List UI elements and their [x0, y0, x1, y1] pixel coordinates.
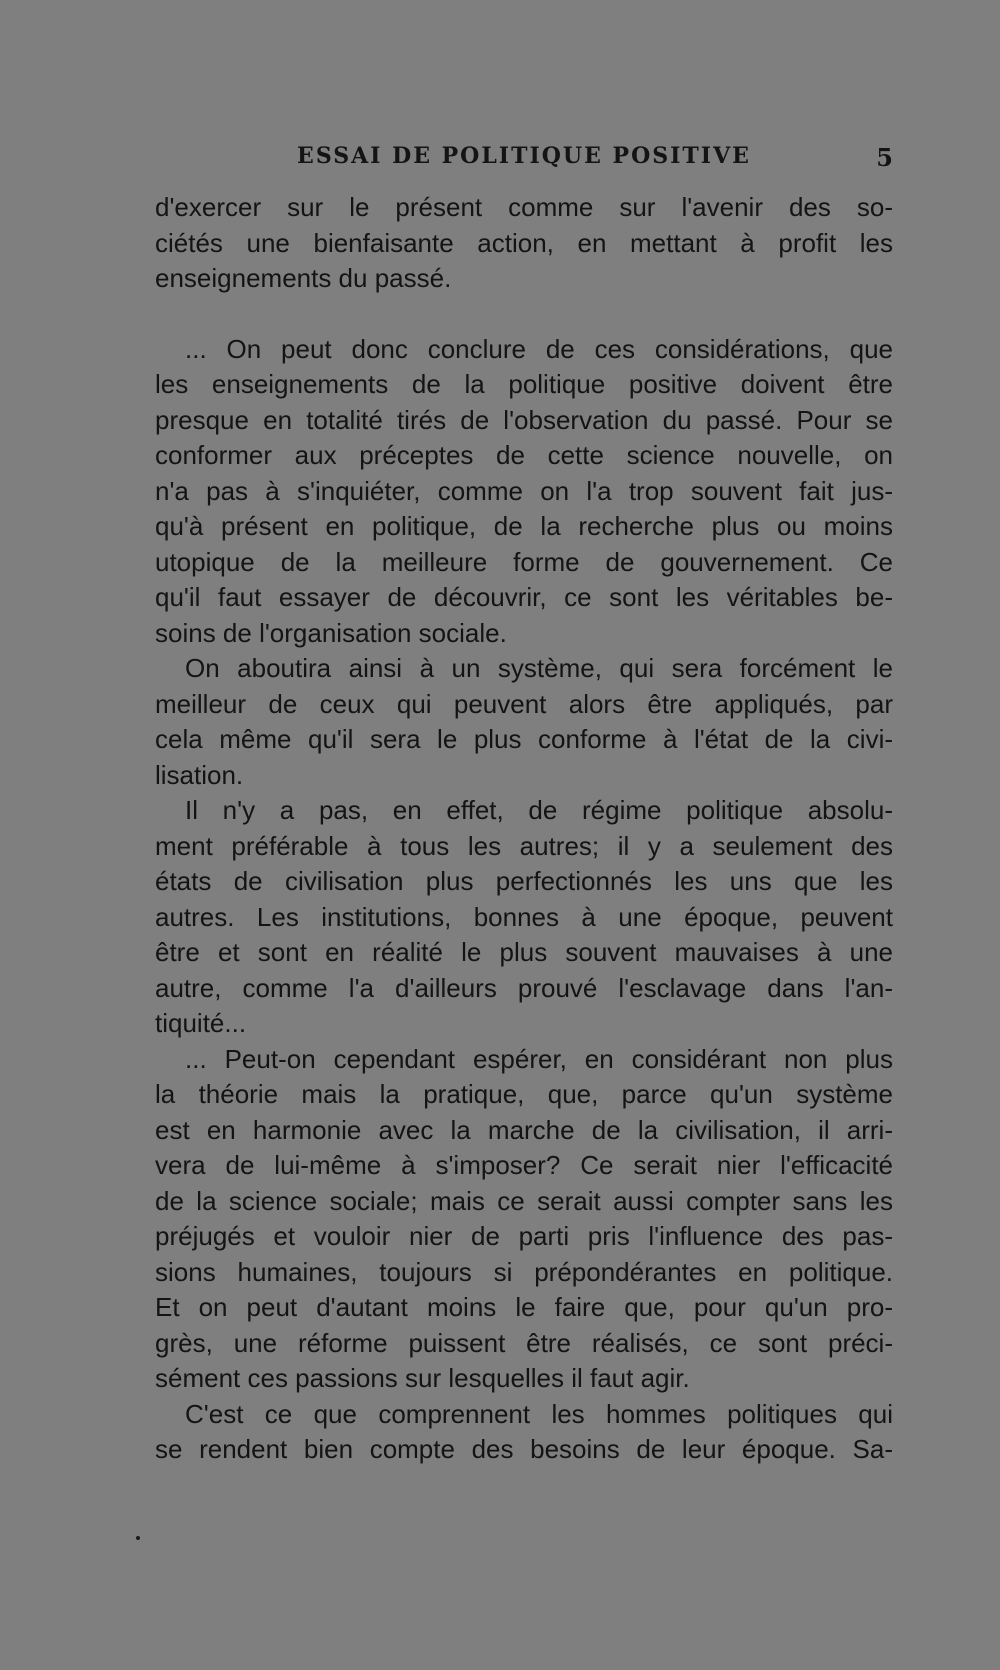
paragraph [155, 1042, 893, 1397]
text-line: les enseignements de la politique positive doivent être [155, 369, 893, 399]
ink-speck [136, 1536, 140, 1540]
text-line: qu'à présent en politique, de la recherche plus ou moins [155, 511, 893, 541]
text-line: qu'il faut essayer de découvrir, ce sont les véritables be- [155, 582, 893, 612]
text-line: Et on peut d'autant moins le faire que, pour qu'un pro- [155, 1292, 893, 1322]
paragraph [155, 332, 893, 652]
text-line: grès, une réforme puissent être réalisés, ce sont préci- [155, 1327, 893, 1358]
text-line: autre, comme l'a d'ailleurs prouvé l'esclavage dans l'an- [155, 972, 893, 1003]
text-line: ... On peut donc conclure de ces considérations, que [185, 333, 893, 364]
text-line: Il n'y a pas, en effet, de régime politique absolu- [185, 795, 893, 825]
paragraph [155, 190, 893, 297]
text-line: sément ces passions sur lesquelles il faut agir. [155, 1363, 690, 1393]
text-line: se rendent bien compte des besoins de leur époque. Sa- [155, 1434, 893, 1464]
running-title: ESSAI DE POLITIQUE POSITIVE [297, 143, 751, 169]
text-line: utopique de la meilleure forme de gouvernement. Ce [155, 546, 893, 577]
text-line: lisation. [155, 759, 244, 790]
text-line: enseignements du passé. [155, 263, 452, 293]
text-line: cela même qu'il sera le plus conforme à l'état de la civi- [155, 724, 893, 754]
text-line: conformer aux préceptes de cette science nouvelle, on [155, 440, 893, 470]
text-line: soins de l'organisation sociale. [155, 617, 507, 648]
paragraph [155, 793, 893, 1042]
text-line: ... Peut-on cependant espérer, en considérant non plus [185, 1043, 893, 1074]
text-line: sions humaines, toujours si prépondérantes en politique. [155, 1256, 893, 1287]
text-line: autres. Les institutions, bonnes à une époque, peuvent [155, 901, 893, 932]
text-line: ciétés une bienfaisante action, en mettant à profit les [155, 227, 893, 258]
text-line: On aboutira ainsi à un système, qui sera forcément le [185, 653, 893, 683]
text-line: la théorie mais la pratique, que, parce qu'un système [155, 1079, 893, 1109]
body-text [155, 190, 893, 1468]
text-line: ment préférable à tous les autres; il y a seulement des [155, 830, 893, 861]
paragraph [155, 651, 893, 793]
text-line: d'exercer sur le présent comme sur l'avenir des so- [155, 192, 893, 222]
text-line: presque en totalité tirés de l'observation du passé. Pour se [155, 404, 893, 435]
text-line: n'a pas à s'inquiéter, comme on l'a trop souvent fait jus- [155, 475, 893, 506]
text-line: préjugés et vouloir nier de parti pris l'influence des pas- [155, 1221, 893, 1251]
text-line: vera de lui-même à s'imposer? Ce serait nier l'efficacité [155, 1150, 893, 1180]
text-line: C'est ce que comprennent les hommes politiques qui [185, 1398, 893, 1429]
text-line: tiquité... [155, 1008, 247, 1038]
text-line: meilleur de ceux qui peuvent alors être appliqués, par [155, 688, 893, 719]
paragraph [155, 1397, 893, 1468]
text-line: de la science sociale; mais ce serait aussi compter sans les [155, 1185, 893, 1216]
running-head [155, 143, 893, 179]
text-line: être et sont en réalité le plus souvent mauvaises à une [155, 937, 893, 967]
text-line: est en harmonie avec la marche de la civilisation, il arri- [155, 1114, 893, 1145]
page-number: 5 [876, 143, 893, 172]
text-line: états de civilisation plus perfectionnés les uns que les [155, 866, 893, 896]
